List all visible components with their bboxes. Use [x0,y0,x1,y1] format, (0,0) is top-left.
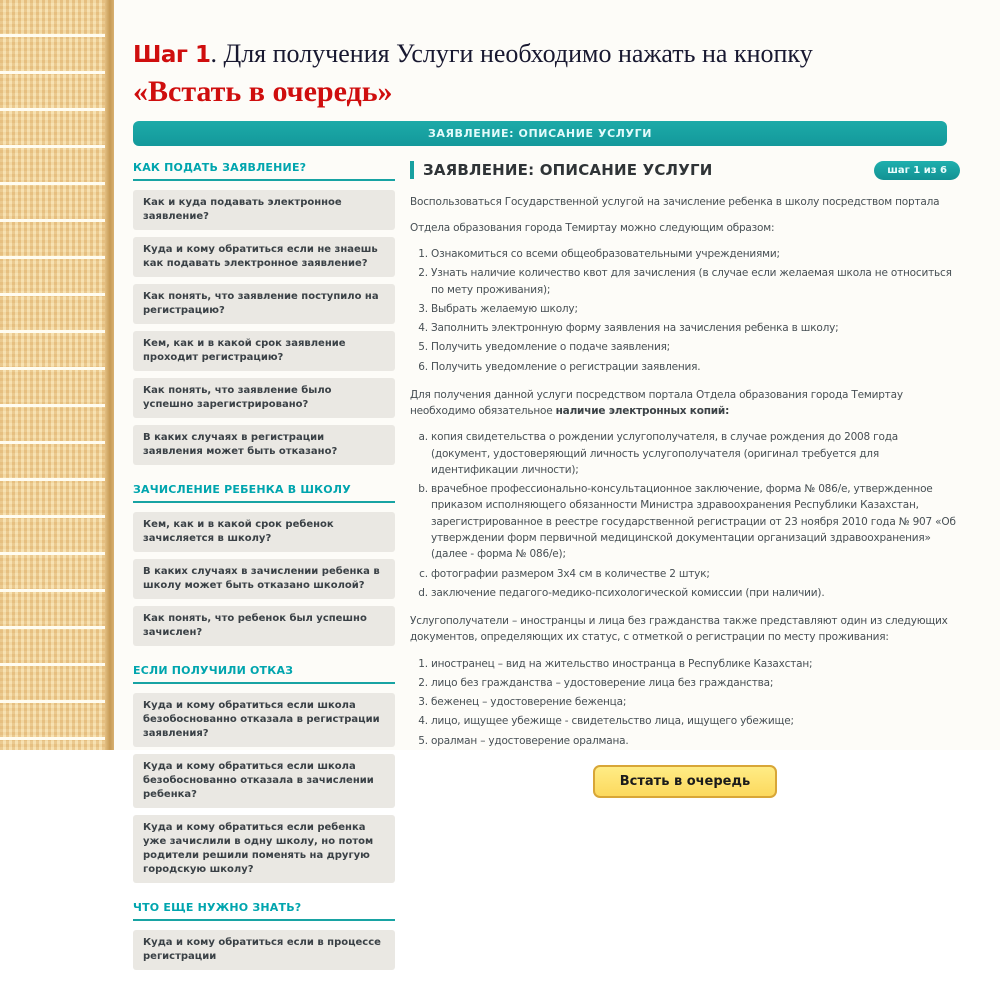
service-step: 1. Ознакомиться со всеми общеобразовательными учреждениями; [431,246,960,262]
join-queue-button[interactable]: Встать в очередь [593,765,777,798]
sidebar-section-title: ЧТО ЕЩЕ НУЖНО ЗНАТЬ? [133,901,395,921]
required-document: c. фотографии размером 3х4 см в количестве 2 штук; [431,566,960,582]
required-document: b. врачебное профессионально-консультационное заключение, форма № 086/е, утвержденное приказом исполняющего обязанности Министра здравоохранения Республики Казахстан, зарегистрированное в реестре государственной регистрации от 23 ноября 2010 года № 907 «Об утверждении форм первичной медицинской документации организаций здравоохранения» (далее - форма № 086/е); [431,481,960,562]
sidebar-faq-item[interactable]: Как и куда подавать электронное заявление? [133,190,395,230]
faq-sidebar [133,161,395,988]
slide-step-label: Шаг 1 [133,42,211,68]
required-documents-list [416,429,960,601]
sidebar-faq-item[interactable]: Кем, как и в какой срок ребенок зачисляется в школу? [133,512,395,552]
sidebar-section-how-to-apply [133,161,395,465]
sidebar-faq-item[interactable]: Как понять, что заявление было успешно зарегистрировано? [133,378,395,418]
foreigner-document: 1. иностранец – вид на жительство иностранца в Республике Казахстан; [431,656,960,672]
documents-intro-bold: наличие электронных копий: [555,405,730,418]
sidebar-section-title: КАК ПОДАТЬ ЗАЯВЛЕНИЕ? [133,161,395,181]
service-steps-list [416,246,960,375]
sidebar-faq-item[interactable]: В каких случаях в регистрации заявления может быть отказано? [133,425,395,465]
sidebar-faq-item[interactable]: Куда и кому обратиться если ребенка уже зачислили в одну школу, но потом родители решили поменять на другую городскую школу? [133,815,395,883]
foreigners-intro: Услугополучатели – иностранцы и лица без гражданства также представляют один из следующих документов, определяющих их статус, с отметкой о регистрации по месту проживания: [410,615,948,644]
sidebar-faq-item[interactable]: Куда и кому обратиться если в процессе регистрации [133,930,395,970]
background-pattern [0,0,105,750]
documents-intro-text: Для получения данной услуги посредством портала Отдела образования города Темиртау необходимо обязательное [410,388,903,418]
required-document: a. копия свидетельства о рождении услугополучателя, в случае рождения до 2008 года (документ, удостоверяющий личность услугополучателя (оригинал требуется для идентификации личности); [431,429,960,478]
intro-paragraph-1: Воспользоваться Государственной услугой на зачисление ребенка в школу посредством портала [410,195,940,208]
intro-paragraph-2: Отдела образования города Темиртау можно следующим образом: [410,221,775,234]
slide-title-text: . Для получения Услуги необходимо нажать на кнопку [210,39,813,68]
sidebar-faq-item[interactable]: Как понять, что ребенок был успешно зачислен? [133,606,395,646]
portal-body [133,161,960,988]
service-step: 6. Получить уведомление о регистрации заявления. [431,359,960,375]
service-description-text [410,194,960,749]
foreigner-document: 2. лицо без гражданства – удостоверение лица без гражданства; [431,675,960,691]
sidebar-faq-item[interactable]: Куда и кому обратиться если школа безобоснованно отказала в зачислении ребенка? [133,754,395,808]
foreigner-document: 4. лицо, ищущее убежище - свидетельство лица, ищущего убежище; [431,713,960,729]
sidebar-faq-item[interactable]: В каких случаях в зачислении ребенка в школу может быть отказано школой? [133,559,395,599]
sidebar-faq-item[interactable]: Куда и кому обратиться если школа безобоснованно отказала в регистрации заявления? [133,693,395,747]
sidebar-faq-item[interactable]: Как понять, что заявление поступило на регистрацию? [133,284,395,324]
documents-intro [410,387,960,420]
sidebar-faq-item[interactable]: Кем, как и в какой срок заявление проходит регистрацию? [133,331,395,371]
service-description-panel [410,161,960,798]
slide-title-line2: «Встать в очередь» [133,74,393,108]
page-banner: ЗАЯВЛЕНИЕ: ОПИСАНИЕ УСЛУГИ [133,121,947,146]
step-progress-badge: шаг 1 из 6 [874,161,960,180]
sidebar-section-refusal [133,664,395,883]
sidebar-section-more-info [133,901,395,970]
service-step: 4. Заполнить электронную форму заявления на зачисления ребенка в школу; [431,320,960,336]
service-title-row [410,161,960,180]
sidebar-faq-item[interactable]: Куда и кому обратиться если не знаешь как подавать электронное заявление? [133,237,395,277]
foreigner-document: 3. беженец – удостоверение беженца; [431,694,960,710]
foreigners-documents-list [416,656,960,749]
service-step: 2. Узнать наличие количество квот для зачисления (в случае если желаемая школа не относиться по мету проживания); [431,265,960,298]
service-step: 3. Выбрать желаемую школу; [431,301,960,317]
background-pattern-edge [105,0,114,750]
sidebar-section-title: ЕСЛИ ПОЛУЧИЛИ ОТКАЗ [133,664,395,684]
sidebar-section-enrollment [133,483,395,646]
slide-content [133,38,960,988]
service-title: ЗАЯВЛЕНИЕ: ОПИСАНИЕ УСЛУГИ [410,161,713,179]
sidebar-section-title: ЗАЧИСЛЕНИЕ РЕБЕНКА В ШКОЛУ [133,483,395,503]
queue-button-row [410,765,960,798]
service-step: 5. Получить уведомление о подаче заявления; [431,339,960,355]
required-document: d. заключение педагого-медико-психологической комиссии (при наличии). [431,585,960,601]
foreigner-document: 5. оралман – удостоверение оралмана. [431,733,960,749]
slide-title [133,38,960,71]
